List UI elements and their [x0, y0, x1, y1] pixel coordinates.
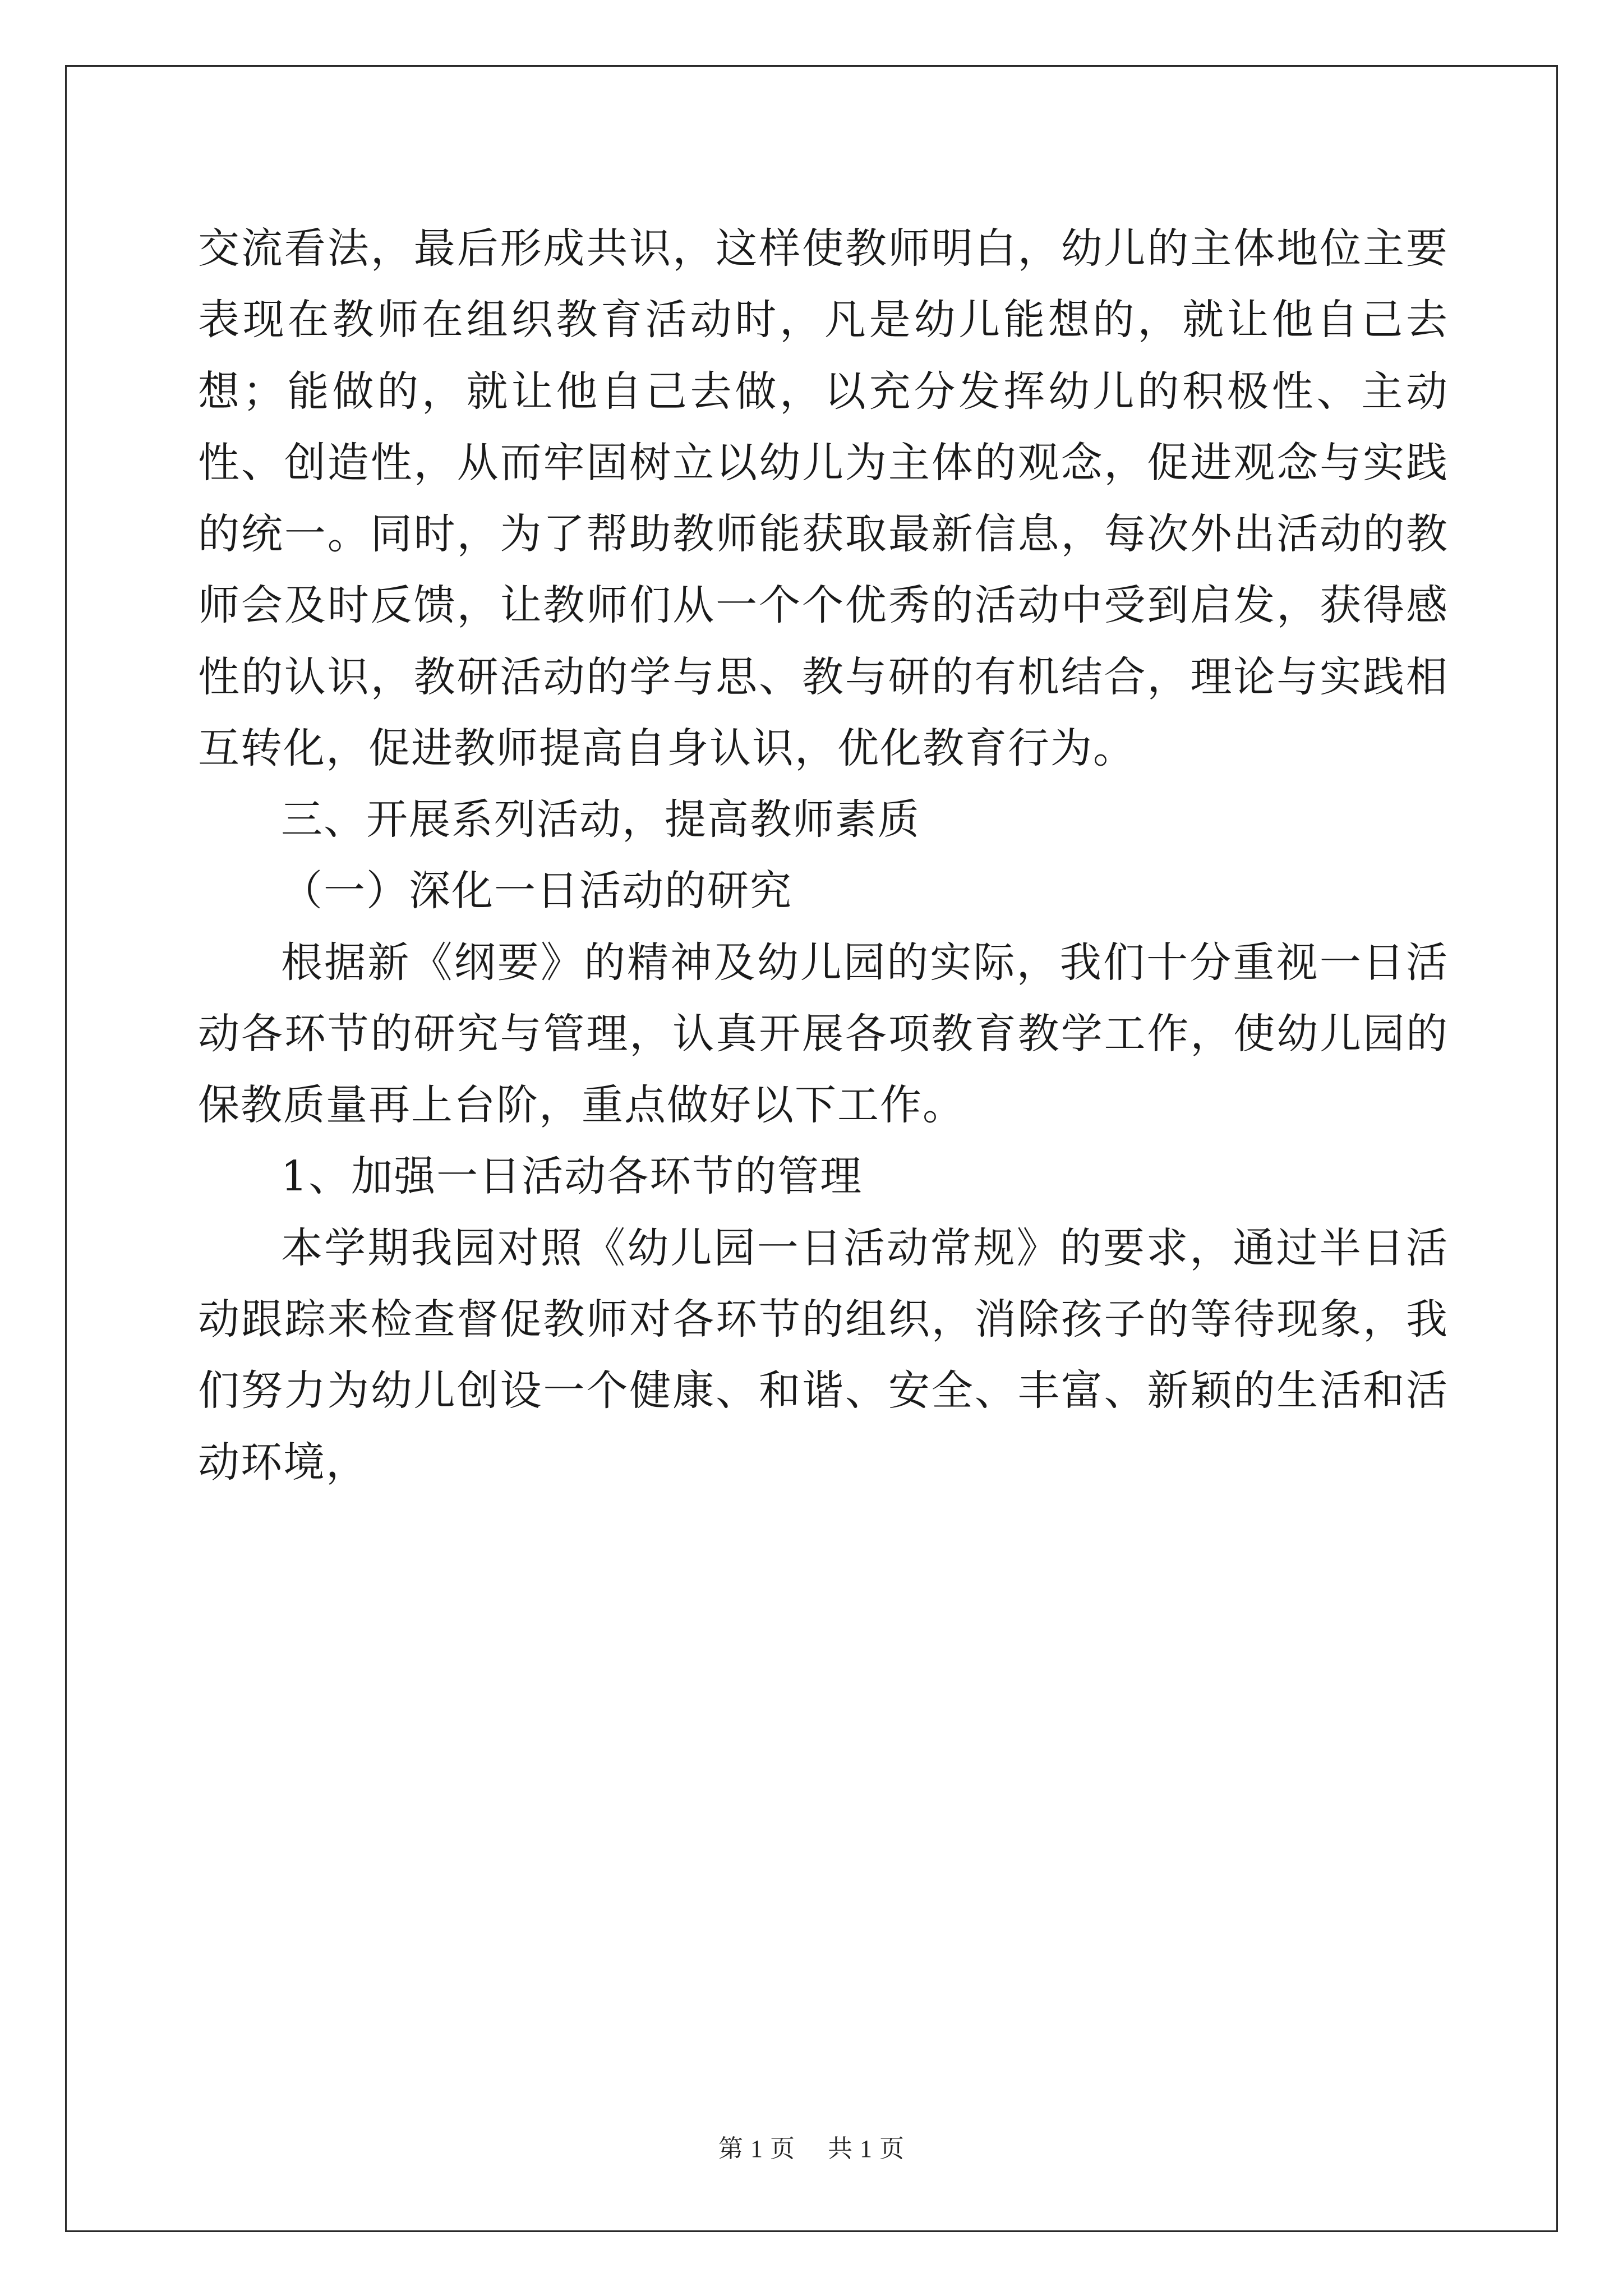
document-body [198, 213, 1449, 1498]
page-total: 共 1 页 [828, 2135, 905, 2162]
paragraph-continuation: 交流看法，最后形成共识，这样使教师明白，幼儿的主体地位主要表现在教师在组织教育活动时，凡是幼儿能想的，就让他自己去想；能做的，就让他自己去做，以充分发挥幼儿的积极性、主动性、创造性，从而牢固树立以幼儿为主体的观念，促进观念与实践的统一。同时，为了帮助教师能获取最新信息，每次外出活动的教师会及时反馈，让教师们从一个个优秀的活动中受到启发，获得感性的认识，教研活动的学与思、教与研的有机结合，理论与实践相互转化，促进教师提高自身认识，优化教育行为。 [198, 224, 1449, 772]
section-heading: 三、开展系列活动，提高教师素质 [281, 795, 920, 844]
page-number: 第 1 页 [718, 2135, 795, 2162]
paragraph: 根据新《纲要》的精神及幼儿园的实际，我们十分重视一日活动各环节的研究与管理，认真开展各项教育教学工作，使幼儿园的保教质量再上台阶，重点做好以下工作。 [198, 938, 1449, 1130]
subsection-heading: （一）深化一日活动的研究 [281, 867, 792, 915]
page-footer [0, 2128, 1623, 2164]
item-heading: 1、加强一日活动各环节的管理 [281, 1152, 863, 1201]
paragraph: 本学期我园对照《幼儿园一日活动常规》的要求，通过半日活动跟踪来检查督促教师对各环节的组织，消除孩子的等待现象，我们努力为幼儿创设一个健康、和谐、安全、丰富、新颖的生活和活动环境， [198, 1223, 1449, 1487]
